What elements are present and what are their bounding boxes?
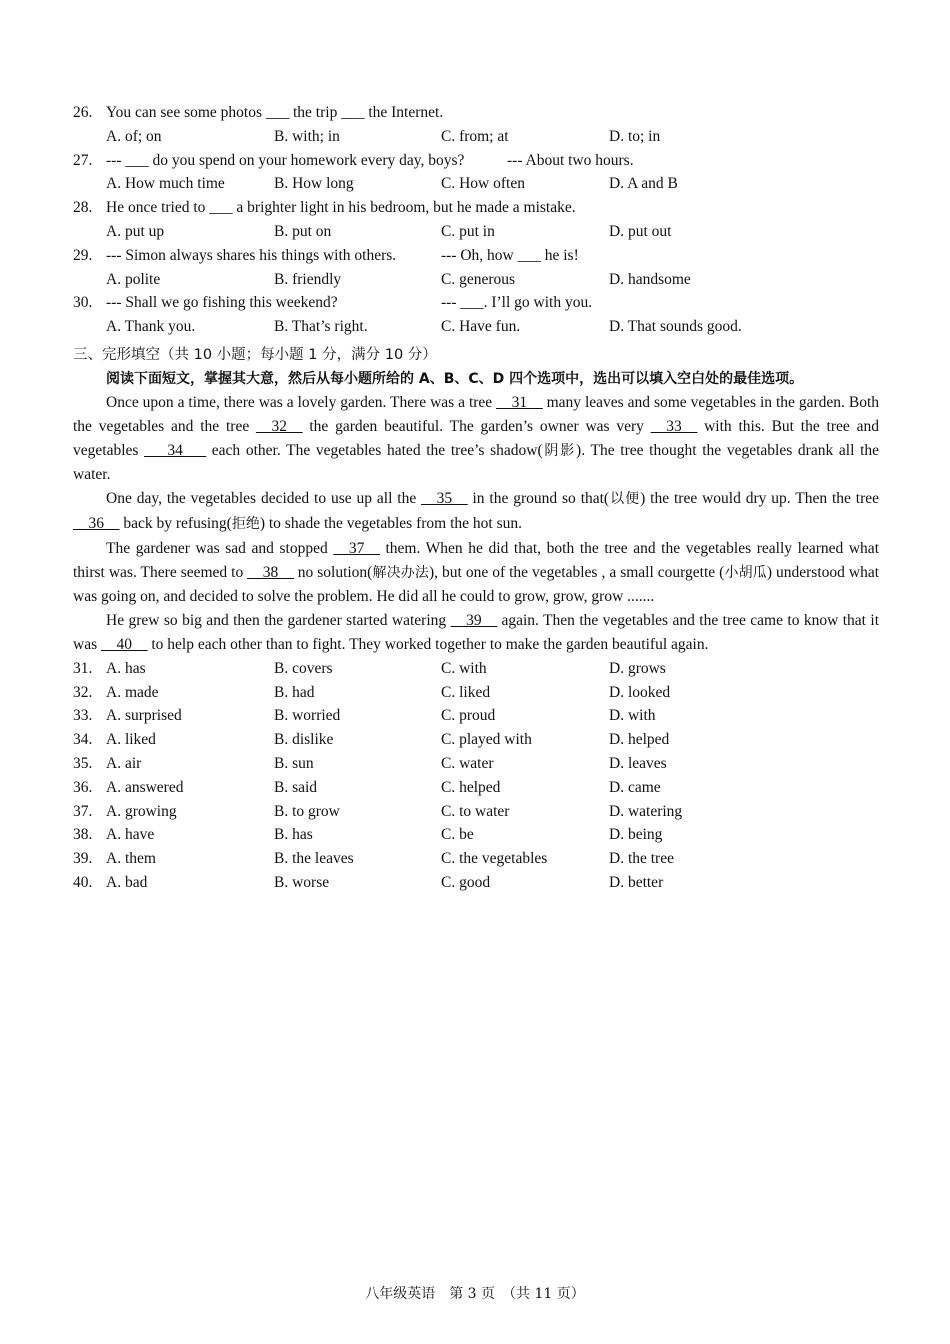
option-c: C. proud [441, 707, 496, 725]
cloze-option-row [73, 728, 879, 752]
question-30 [73, 291, 879, 339]
option-b: B. the leaves [274, 850, 354, 868]
option-d: D. looked [609, 683, 671, 701]
option-a: A. polite [106, 270, 161, 288]
option-b: B. with; in [274, 127, 340, 145]
option-d: D. better [609, 873, 664, 891]
option-d: D. watering [609, 802, 683, 820]
gloss: 阴影 [542, 442, 577, 459]
cloze-option-row [73, 704, 879, 728]
blank-38: __38__ [247, 563, 294, 581]
text: He grew so big and then the gardener started watering [106, 612, 451, 630]
question-number: 31. [73, 659, 93, 677]
exam-page [73, 101, 879, 895]
option-d: D. grows [609, 659, 666, 677]
option-a: A. liked [106, 731, 156, 749]
question-number: 37. [73, 802, 93, 820]
option-b: B. worse [274, 873, 330, 891]
option-d: D. helped [609, 731, 670, 749]
blank-32: __32__ [256, 417, 303, 435]
option-a: A. made [106, 683, 159, 701]
option-c: C. to water [441, 802, 510, 820]
text: ), but one of the vegetables , a small courgette ( [428, 563, 725, 581]
blank-39: __39__ [450, 612, 498, 630]
question-number: 30. [73, 294, 93, 312]
option-b: B. That’s right. [274, 318, 368, 336]
question-reply: --- About two hours. [507, 151, 634, 169]
gloss: 小胡瓜 [724, 564, 767, 581]
blank-33: __33__ [650, 417, 698, 435]
option-d: D. That sounds good. [609, 318, 742, 336]
question-stem: He once tried to ___ a brighter light in his bedroom, but he made a mistake. [106, 199, 576, 217]
cloze-option-row [73, 657, 879, 681]
option-d: D. to; in [609, 127, 661, 145]
blank-37: __37__ [333, 539, 380, 557]
text: The gardener was sad and stopped [106, 539, 334, 557]
text: back by refusing( [119, 514, 232, 532]
passage-paragraph-3 [73, 537, 879, 609]
question-stem: You can see some photos ___ the trip ___ the Internet. [106, 104, 444, 121]
blank-35: __35__ [421, 490, 468, 508]
option-c: C. be [441, 826, 474, 844]
option-d: D. the tree [609, 850, 674, 868]
question-number: 39. [73, 850, 93, 868]
option-row [73, 125, 879, 149]
question-number: 27. [73, 151, 93, 169]
option-a: A. surprised [106, 707, 182, 725]
option-c: C. helped [441, 778, 501, 796]
option-row [73, 268, 879, 292]
question-number: 34. [73, 731, 93, 749]
question-number: 26. [73, 104, 93, 121]
option-a: A. put up [106, 222, 165, 240]
option-d: D. handsome [609, 270, 691, 288]
option-c: C. liked [441, 683, 491, 701]
option-a: A. of; on [106, 127, 162, 145]
text: ). The tree thought the vegetables drank all the water. [73, 441, 880, 484]
option-a: A. air [106, 754, 142, 772]
option-c: C. Have fun. [441, 318, 521, 336]
option-a: A. have [106, 826, 155, 844]
text: with this. But the tree and vegetables [73, 417, 879, 459]
section-title: 三、完形填空（共 10 小题；每小题 1 分，满分 10 分） [73, 346, 437, 363]
question-number: 28. [73, 199, 93, 217]
cloze-option-row [73, 800, 879, 824]
option-c: C. water [441, 754, 494, 772]
passage-paragraph-2 [73, 487, 879, 537]
question-26 [73, 101, 879, 149]
question-number: 29. [73, 246, 93, 264]
blank-40: __40__ [100, 635, 148, 653]
question-number: 40. [73, 873, 93, 891]
option-b: B. has [274, 826, 313, 844]
option-c: C. with [441, 659, 487, 677]
text: them. When he did that, both the tree and the vegetables really learned what thirst was. There seemed to [73, 539, 879, 581]
option-c: C. from; at [441, 127, 509, 145]
cloze-passage [73, 391, 879, 657]
question-stem: --- ___ do you spend on your homework every day, boys? [106, 151, 465, 169]
question-number: 36. [73, 778, 93, 796]
option-d: D. came [609, 778, 661, 796]
question-28 [73, 196, 879, 244]
passage-paragraph-1 [73, 391, 879, 487]
option-d: D. A and B [609, 175, 678, 193]
option-b: B. dislike [274, 731, 334, 749]
text: ) to shade the vegetables from the hot sun. [259, 514, 522, 532]
text: in the ground so that( [467, 490, 610, 508]
gloss: 拒绝 [231, 515, 260, 532]
question-29 [73, 244, 879, 292]
text: many leaves and some vegetables in the garden. Both the vegetables and the tree [73, 393, 880, 435]
question-stem: --- Shall we go fishing this weekend? [106, 294, 338, 312]
question-27 [73, 149, 879, 197]
passage-paragraph-4 [73, 609, 879, 657]
option-a: A. them [106, 850, 156, 868]
text: again. Then the vegetables and the tree came to know that it was [73, 612, 879, 653]
option-row [73, 172, 879, 196]
cloze-option-row [73, 752, 879, 776]
option-a: A. Thank you. [106, 318, 196, 336]
gloss: 以便 [609, 491, 641, 508]
cloze-option-row [73, 681, 879, 705]
page-footer: 八年级英语 第 3 页 （共 11 页） [365, 1286, 585, 1302]
option-d: D. put out [609, 222, 672, 240]
option-c: C. generous [441, 270, 516, 288]
option-a: A. has [106, 659, 146, 677]
option-b: B. friendly [274, 270, 342, 288]
option-d: D. leaves [609, 754, 667, 772]
mc-section [73, 101, 879, 339]
question-number: 33. [73, 707, 93, 725]
text: each other. The vegetables hated the tree’s shadow( [206, 441, 543, 459]
blank-31: __31__ [496, 393, 543, 411]
text: One day, the vegetables decided to use up all the [106, 490, 422, 508]
option-a: A. bad [106, 873, 148, 891]
blank-34: ___34___ [144, 441, 207, 459]
text: the garden beautiful. The garden’s owner was very [302, 417, 651, 435]
gloss: 解决办法 [372, 564, 429, 581]
section-instruction [73, 367, 879, 391]
option-d: D. with [609, 707, 656, 725]
option-a: A. answered [106, 778, 184, 796]
option-a: A. growing [106, 802, 177, 820]
text: Once upon a time, there was a lovely garden. There was a tree [106, 393, 497, 411]
option-b: B. worried [274, 707, 341, 725]
question-reply: --- ___. I’ll go with you. [441, 294, 593, 312]
option-c: C. How often [441, 175, 525, 193]
question-reply: --- Oh, how ___ he is! [441, 246, 579, 264]
text: to help each other than to fight. They worked together to make the garden beautiful again. [147, 635, 709, 653]
option-c: C. put in [441, 222, 495, 240]
question-stem: --- Simon always shares his things with others. [106, 246, 397, 264]
text: no solution( [293, 563, 373, 581]
option-b: B. had [274, 683, 315, 701]
cloze-option-row [73, 823, 879, 847]
option-c: C. good [441, 873, 491, 891]
option-c: C. the vegetables [441, 850, 548, 868]
text: ) the tree would dry up. Then the tree [640, 490, 880, 508]
text: ) understood what was going on, and decided to solve the problem. He did all he could to grow, grow, grow ....... [73, 563, 880, 606]
blank-36: __36__ [73, 514, 120, 532]
cloze-option-row [73, 776, 879, 800]
question-number: 35. [73, 754, 93, 772]
option-row [73, 315, 879, 339]
instruction-text: 阅读下面短文，掌握其大意，然后从每小题所给的 A、B、C、D 四个选项中，选出可以填入空白处的最佳选项。 [106, 370, 804, 387]
question-number: 32. [73, 683, 93, 701]
option-b: B. to grow [274, 802, 340, 820]
cloze-options [73, 657, 879, 895]
option-d: D. being [609, 826, 663, 844]
option-row [73, 220, 879, 244]
option-b: B. put on [274, 222, 332, 240]
option-a: A. How much time [106, 175, 225, 193]
cloze-option-row [73, 871, 879, 895]
option-c: C. played with [441, 731, 532, 749]
question-number: 38. [73, 826, 93, 844]
option-b: B. How long [274, 175, 354, 193]
option-b: B. said [274, 778, 318, 796]
option-b: B. covers [274, 659, 333, 677]
cloze-option-row [73, 847, 879, 871]
option-b: B. sun [274, 754, 314, 772]
